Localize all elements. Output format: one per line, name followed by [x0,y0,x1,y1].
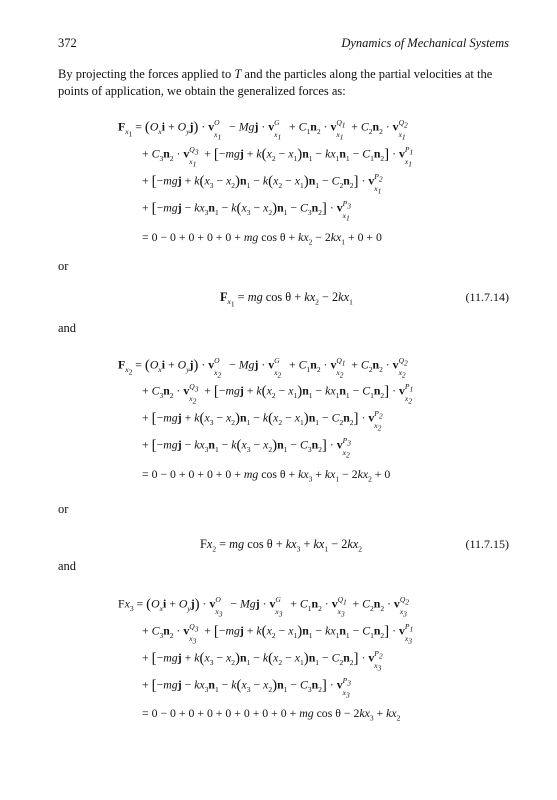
eq2-line-4: + $[-mgj - kx_3n_1 - k(x_3 - x_2)n_1 - C_3n_2] \cdot v$ $P_3$ $x_2$ [142,436,351,460]
intro-text-1: By projecting the forces applied to [58,67,235,81]
eq1-line-3: + $[-mgj + k(x_3 - x_2)n_1 - k(x_2 - x_1)n_1 - C_2n_2] \cdot v$ $P_2$ $x_1$ [142,172,383,196]
page-number: 372 [58,36,77,50]
connector-or-2: or [58,502,69,516]
intro-text-2: and the particles along the partial velocities at the points of application, we obtain the generalized forces as: [58,67,493,98]
running-title: Dynamics of Mechanical Systems [341,36,509,50]
eq3-line-4: + $[-mgj - kx_3n_1 - k(x_3 - x_2)n_1 - C_3n_2] \cdot v$ $P_3$ $x_3$ [142,676,351,700]
eq-number-11-7-14: (11.7.14) [465,290,509,304]
eq2-line-1: $F_{x_2} = (O_xi + O_yj) \cdot v$ O $x_2$ − Mgj · v G $x_2$ + $C_1n_2 \cdot v$ $Q_1$ $x_2$ + $C_2n_2 \cdot v$ $Q_2$ $x_2$ [118,356,408,380]
intro-symbol: T [234,67,242,81]
connector-or-1: or [58,259,69,273]
connector-and-1: and [58,321,77,335]
eq3-line-3: + $[-mgj + k(x_3 - x_2)n_1 - k(x_2 - x_1)n_1 - C_2n_2] \cdot v$ $P_2$ $x_3$ [142,649,383,673]
eq3-line-2: + $C_3n_2 \cdot v$ $Q_3$ $x_3$ + $[-mgj + k(x_2 - x_1)n_1 - kx_1n_1 - C_1n_2] \cdot v$ $P_1$ $x_3$ [142,622,414,646]
eq3-line-1: $Fx_3 = (O_xi + O_yj) \cdot v$ O $x_3$ − Mgj · v G $x_3$ + $C_1n_2 \cdot v$ $Q_1$ $x_3$ + $C_2n_2 \cdot v$ $Q_2$ $x_3$ [118,595,409,619]
eq1-line-1: $F_{x_1} = (O_xi + O_yj) \cdot v$ O $x_1$ − Mgj · v G $x_1$ + $C_1n_2 \cdot v$ $Q_1$ $x_1$ + $C_2n_2 \cdot v$ $Q_2$ $x_1$ [118,118,408,142]
connector-and-2: and [58,559,77,573]
eq2-line-2: + $C_3n_2 \cdot v$ $Q_3$ $x_2$ + $[-mgj + k(x_2 - x_1)n_1 - kx_1n_1 - C_1n_2] \cdot v$ $P_1$ $x_2$ [142,382,414,406]
eq1-line-4: + $[-mgj - kx_3n_1 - k(x_3 - x_2)n_1 - C_3n_2] \cdot v$ $P_3$ $x_1$ [142,199,351,223]
eq2-line-3: + $[-mgj + k(x_3 - x_2)n_1 - k(x_2 - x_1)n_1 - C_2n_2] \cdot v$ $P_2$ $x_2$ [142,409,383,433]
eq-11-7-14: $F_{x_1}$ = mg $\cos \theta + kx_2 - 2kx_1$ [220,290,353,309]
eq-number-11-7-15: (11.7.15) [465,537,509,551]
eq1-line-5: = 0 − 0 + 0 + 0 + 0 + mg $\cos \theta + kx_2 - 2kx_1 + 0 + 0$ [142,230,382,247]
eq3-line-5: = 0 − 0 + 0 + 0 + 0 + 0 + 0 + 0 + mg $\cos \theta - 2kx_3 + kx_2$ [142,706,401,723]
intro-paragraph [58,66,508,100]
eq1-line-2: + $C_3n_2 \cdot v$ $Q_3$ $x_1$ + $[-mgj + k(x_2 - x_1)n_1 - kx_1n_1 - C_1n_2] \cdot v$ $P_1$ $x_1$ [142,145,414,169]
eq-11-7-15: $Fx_2$ = mg $\cos \theta + kx_3 + kx_1 - 2kx_2$ [200,537,363,554]
eq2-line-5: = 0 − 0 + 0 + 0 + 0 + mg $\cos \theta + kx_3 + kx_1 - 2kx_2 + 0$ [142,467,391,484]
